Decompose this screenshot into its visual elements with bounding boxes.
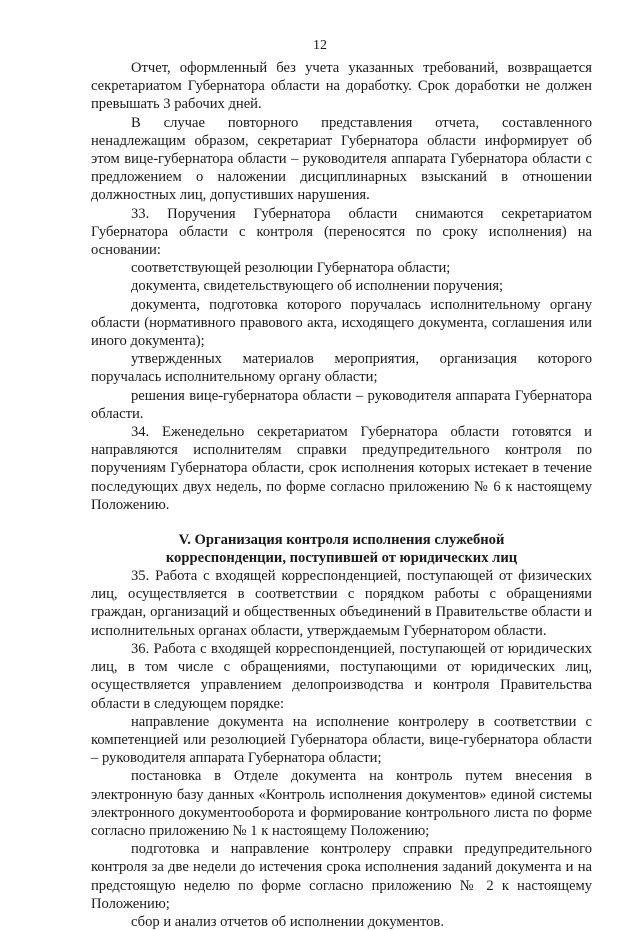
list-item: соответствующей резолюции Губернатора области; <box>131 260 451 277</box>
paragraph-item-35: 35. Работа с входящей корреспонденцией, поступающей от физических лиц, осуществляется в соответствии с порядком работы с обращениями граждан, организаций и общественных объединений в Правительстве области и исполнительных органах области, утверждаемым Губернатором области. <box>91 568 592 639</box>
list-item: документа, подготовка которого поручалась исполнительному органу области (нормативного правового акта, исходящего документа, соглашения или иного документа); <box>91 296 592 350</box>
list-item: утвержденных материалов мероприятия, организация которого поручалась исполнительному органу области; <box>91 351 592 386</box>
paragraph-item-34: 34. Еженедельно секретариатом Губернатора области готовятся и направляются исполнителям справки предупредительного контроля по поручениям Губернатора области, срок исполнения которых истекает в течение последующих двух недель, по форме согласно приложению № 6 к настоящему Положению. <box>91 424 592 513</box>
section-heading <box>91 531 592 567</box>
page-number: 12 <box>313 38 327 53</box>
list-item: направление документа на исполнение контролеру в соответствии с компетенцией или резолюцией Губернатора области, вице-губернатора области – руководителя аппарата Губернатора области; <box>91 713 592 767</box>
section-heading-line: V. Организация контроля исполнения служебной <box>178 532 505 549</box>
paragraph: Отчет, оформленный без учета указанных требований, возвращается секретариатом Губернатора области на доработку. Срок доработки не должен превышать 3 рабочих дней. <box>91 60 592 113</box>
list-item: подготовка и направление контролеру справки предупредительного контроля за две недели до истечения срока исполнения заданий документа и на предстоящую неделю по форме согласно приложению № 2 к настоящему Положению; <box>91 841 592 912</box>
list-item: решения вице-губернатора области – руководителя аппарата Губернатора области. <box>91 387 592 422</box>
paragraph-item-36: 36. Работа с входящей корреспонденцией, поступающей от юридических лиц, в том числе с обращениями, поступающими от юридических лиц, осуществляется управлением делопроизводства и контроля Правительства области в следующем порядке: <box>91 640 592 712</box>
list-item: сбор и анализ отчетов об исполнении документов. <box>131 913 444 930</box>
list-item: постановка в Отделе документа на контроль путем внесения в электронную базу данных «Контроль исполнения документов» единой системы электронного документооборота и формирование контрольного листа по форме согласно приложению № 1 к настоящему Положению; <box>91 768 592 839</box>
paragraph: В случае повторного представления отчета, составленного ненадлежащим образом, секретариат Губернатора области информирует об этом вице-губернатора области – руководителя аппарата Губернатора области с предложением о наложении дисциплинарных взысканий в отношении должностных лиц, допустивших нарушения. <box>91 114 592 204</box>
section-heading-line: корреспонденции, поступившей от юридических лиц <box>165 550 518 567</box>
document-body <box>91 59 592 931</box>
paragraph-item-33: 33. Поручения Губернатора области снимаются секретариатом Губернатора области с контроля (переносятся по сроку исполнения) на основании: <box>91 205 592 259</box>
list-item: документа, свидетельствующего об исполнении поручения; <box>131 278 504 295</box>
